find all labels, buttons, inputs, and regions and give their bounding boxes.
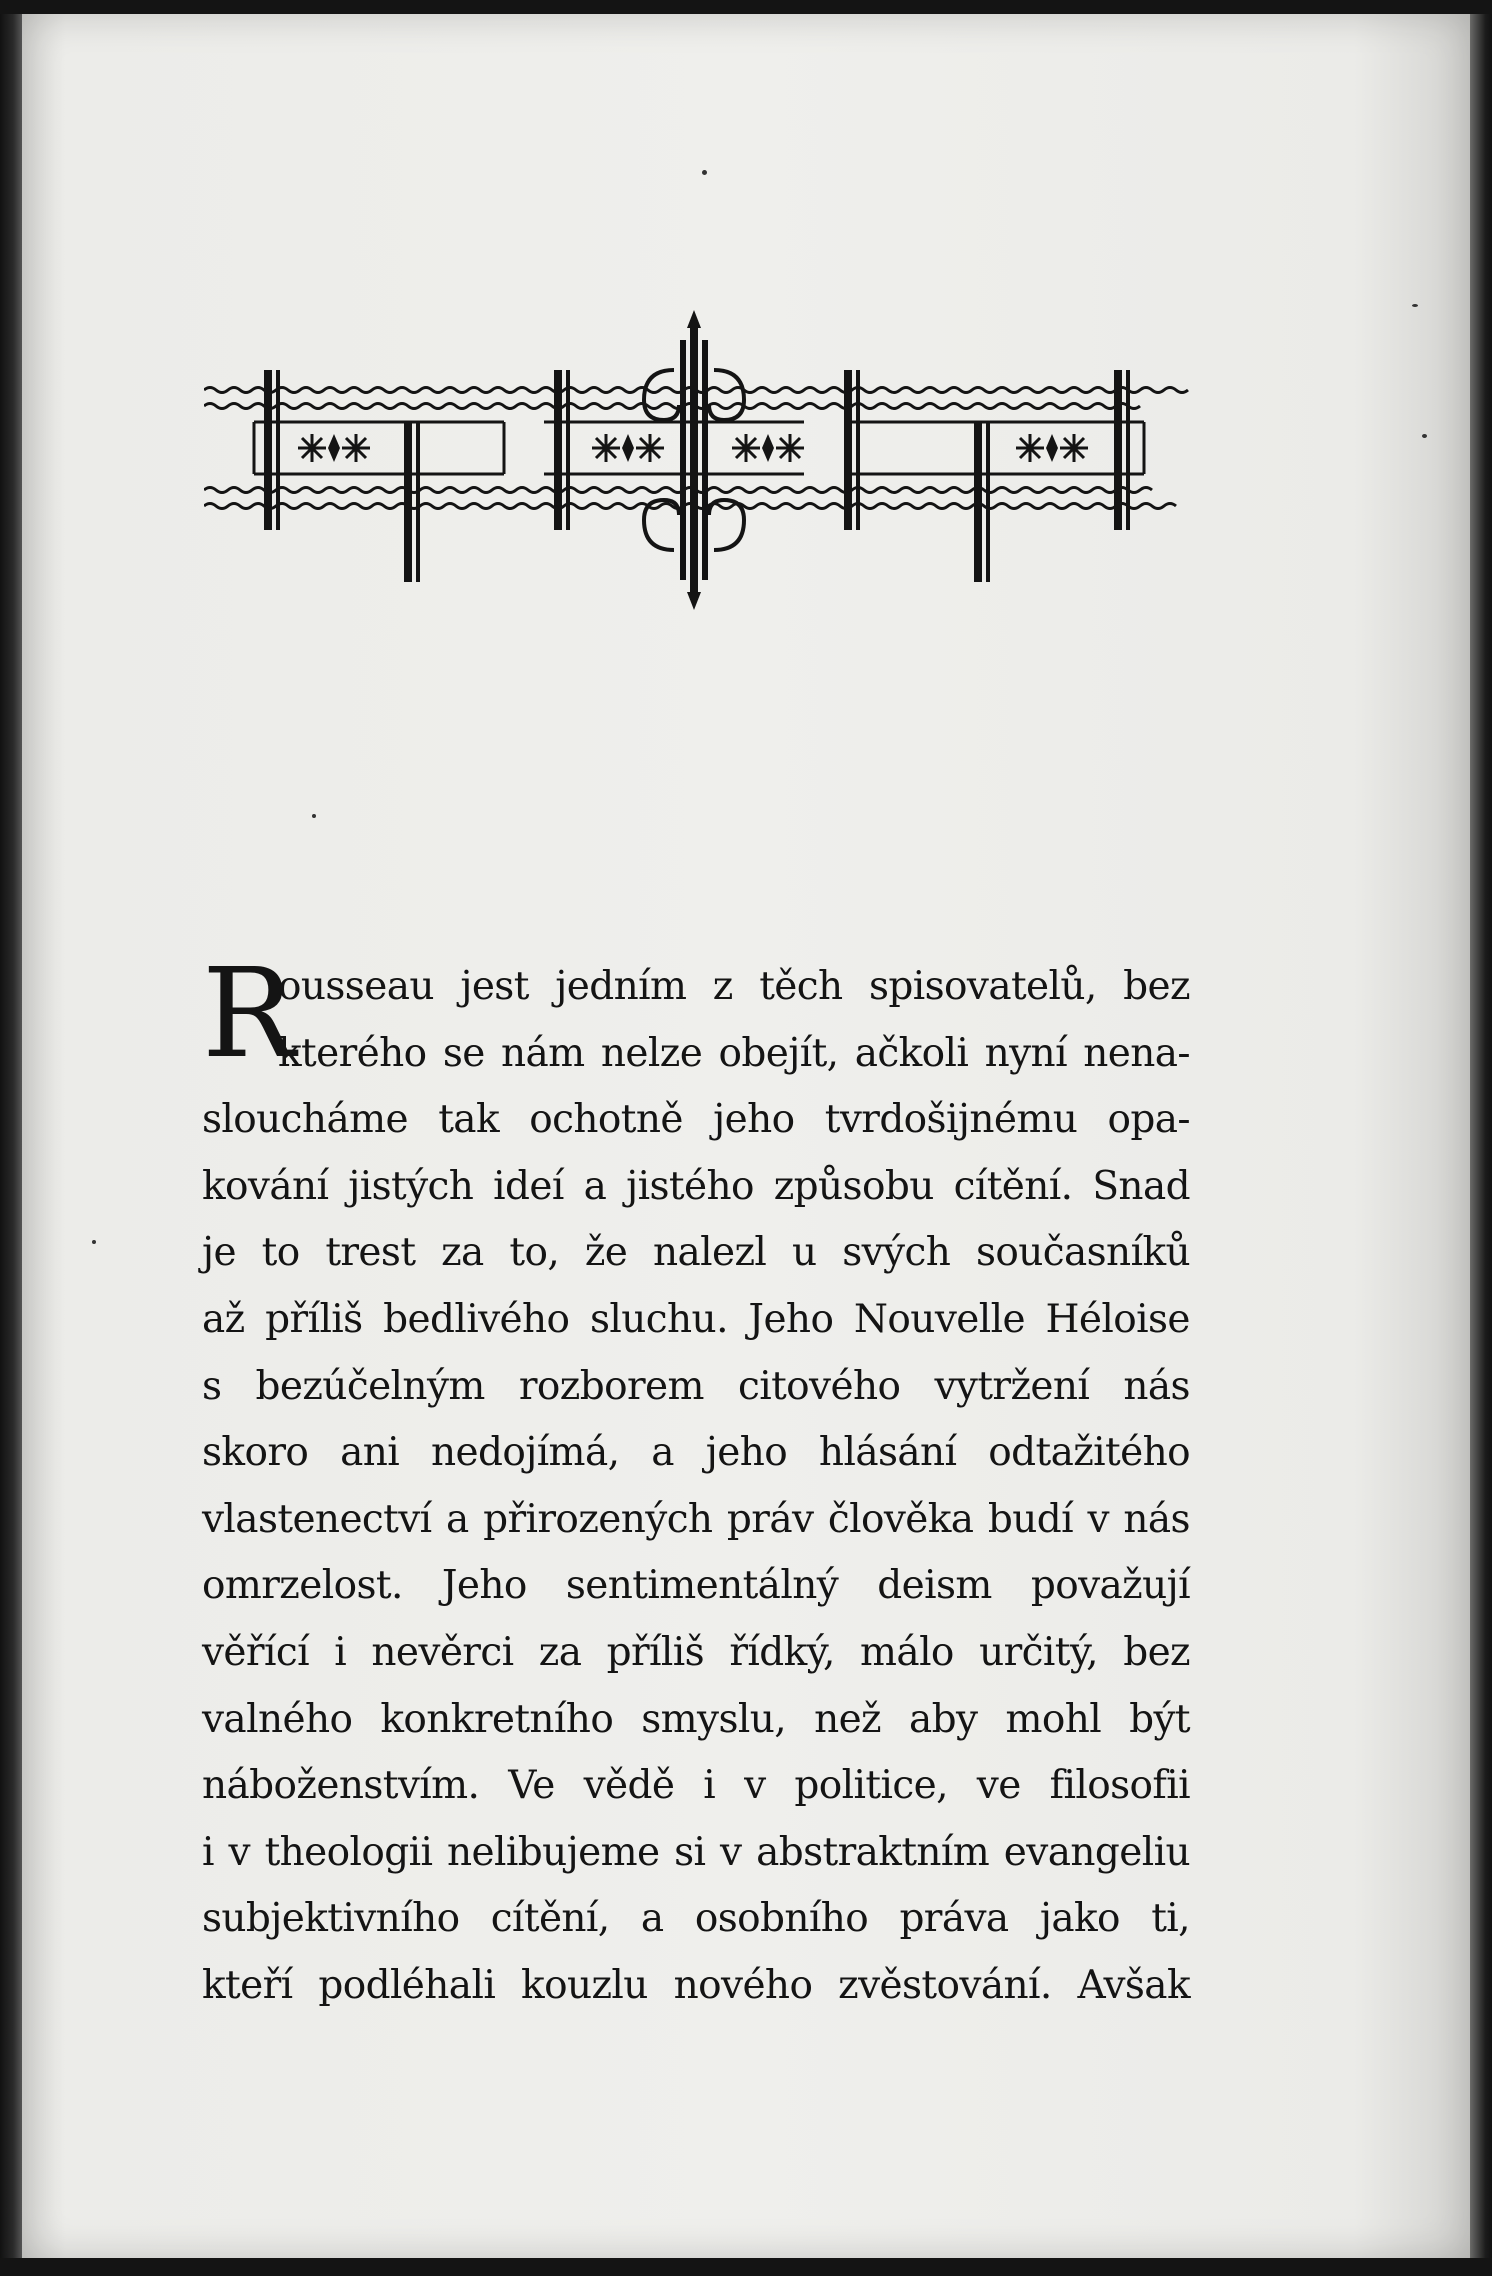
word: i [202,1829,214,1875]
word: u [791,1230,817,1276]
word: Snad [1092,1163,1190,1209]
word: hlásání [818,1430,957,1476]
word: bez [1123,1629,1190,1675]
word: v [228,1829,250,1875]
word: jistých [348,1163,474,1209]
word: ousseau [278,964,434,1009]
word: nalezl [652,1230,767,1276]
text-line [202,1087,1190,1154]
word: člověka [827,1496,974,1542]
word: v [744,1763,766,1809]
word: jistého [626,1163,754,1209]
word: kouzlu [521,1962,648,2008]
word: a [583,1163,607,1209]
word: současníků [975,1230,1190,1276]
word: vytržení [934,1363,1090,1409]
word: jeho [713,1097,795,1143]
word: za [538,1629,582,1675]
text-line [202,1953,1190,2020]
word: Héloise [1045,1296,1190,1342]
word: nevěrci [371,1629,514,1675]
word: jeho [705,1430,788,1476]
word: z [712,964,733,1009]
text-line [202,1420,1190,1487]
page-right-edge [1470,0,1492,2276]
word: to [261,1230,300,1276]
word: citového [737,1363,901,1409]
word: považují [1030,1563,1190,1609]
word: nyní [984,1030,1067,1076]
word: nás [1123,1363,1190,1409]
word: kteří [202,1962,293,2008]
word: si [674,1829,706,1875]
word: jedním [555,964,687,1009]
word: přirozených [483,1496,713,1542]
word: s [202,1363,222,1409]
scan-speck [1412,304,1418,307]
word: věřící [202,1629,309,1675]
word: cítění, [490,1896,610,1942]
word: a [640,1896,664,1942]
word: ti, [1151,1896,1190,1942]
word: způsobu [773,1163,934,1209]
word: bez [1123,964,1190,1009]
word: zvěstování. [838,1962,1052,2008]
text-line [202,1021,1190,1088]
word: sloucháme [202,1097,408,1143]
decorative-headpiece-icon [204,310,1194,610]
book-spine-edge [0,0,22,2276]
word: opa- [1107,1097,1190,1143]
word: být [1129,1696,1190,1742]
word: aby [909,1696,978,1742]
word: podléhali [318,1962,496,2008]
word: bedlivého [383,1296,570,1342]
word: obejít, [718,1030,839,1076]
scan-speck [1422,434,1427,438]
text-line [202,1354,1190,1421]
word: kování [202,1163,329,1209]
word: ani [340,1430,400,1476]
word: Nouvelle [853,1296,1025,1342]
word: ačkoli [854,1030,969,1076]
word: nena- [1083,1030,1190,1076]
word: filosofii [1049,1763,1190,1809]
word: že [584,1230,628,1276]
text-line [202,1620,1190,1687]
text-line [202,1753,1190,1820]
word: Ve [508,1763,555,1809]
word: a [446,1496,469,1542]
word: deism [877,1563,992,1609]
word: za [441,1230,484,1276]
word: politice, [794,1763,948,1809]
word: i [703,1763,716,1809]
text-line [202,954,1190,1021]
word: abstraktním [756,1829,990,1875]
page-bottom-edge [0,2258,1492,2276]
word: a [651,1430,674,1476]
word: smyslu, [641,1696,787,1742]
word: nelibujeme [447,1829,660,1875]
word: náboženstvím. [202,1763,480,1809]
word: jako [1039,1896,1120,1942]
word: subjektivního [202,1896,460,1942]
word: nás [1123,1496,1190,1542]
scan-speck [702,170,707,175]
text-line [202,1886,1190,1953]
word: trest [325,1230,416,1276]
text-line [202,1154,1190,1221]
text-line [202,1487,1190,1554]
word: evangeliu [1003,1829,1190,1875]
word: mohl [1005,1696,1102,1742]
word: je [202,1230,236,1276]
word: spisovatelů, [868,964,1097,1009]
word: cítění. [953,1163,1073,1209]
word: konkretního [380,1696,614,1742]
book-page [22,14,1470,2258]
scan-speck [312,814,316,818]
word: práv [726,1496,814,1542]
body-text [202,942,1190,2020]
word: i [334,1629,347,1675]
word: odtažitého [988,1430,1190,1476]
word: svých [842,1230,951,1276]
word: až [202,1296,245,1342]
word: příliš [606,1629,705,1675]
word: bezúčelným [255,1363,485,1409]
word: než [814,1696,882,1742]
word: práva [899,1896,1009,1942]
drop-cap: R [202,942,296,1086]
text-line [202,1687,1190,1754]
word: budí [987,1496,1074,1542]
word: určitý, [979,1629,1098,1675]
text-line [202,1220,1190,1287]
word: příliš [265,1296,363,1342]
word: theologii [264,1829,433,1875]
word: nedojímá, [430,1430,620,1476]
word: těch [759,964,843,1009]
page-top-edge [0,0,1492,14]
text-line [202,1287,1190,1354]
word: to, [509,1230,560,1276]
word: sluchu. [589,1296,728,1342]
word: valného [202,1696,353,1742]
text-line [202,1820,1190,1887]
word: v [720,1829,742,1875]
scan-speck [92,1240,96,1244]
word: jest [460,964,529,1009]
word: osobního [694,1896,869,1942]
word: nelze [600,1030,703,1076]
word: málo [860,1629,954,1675]
word: kterého [278,1030,427,1076]
word: Avšak [1077,1962,1190,2008]
word: sentimentálný [565,1563,839,1609]
word: ochotně [529,1097,683,1143]
text-line [202,1553,1190,1620]
word: rozborem [518,1363,704,1409]
word: se [442,1030,485,1076]
word: v [1087,1496,1109,1542]
word: skoro [202,1430,309,1476]
word: Jeho [441,1563,527,1609]
word: nového [673,1962,813,2008]
word: vědě [583,1763,675,1809]
word: ideí [493,1163,564,1209]
word: tak [438,1097,499,1143]
word: nám [501,1030,585,1076]
word: vlastenectví [202,1496,432,1542]
word: ve [976,1763,1021,1809]
word: řídký, [729,1629,835,1675]
word: Jeho [748,1296,834,1342]
word: tvrdošijnému [824,1097,1078,1143]
word: omrzelost. [202,1563,403,1609]
